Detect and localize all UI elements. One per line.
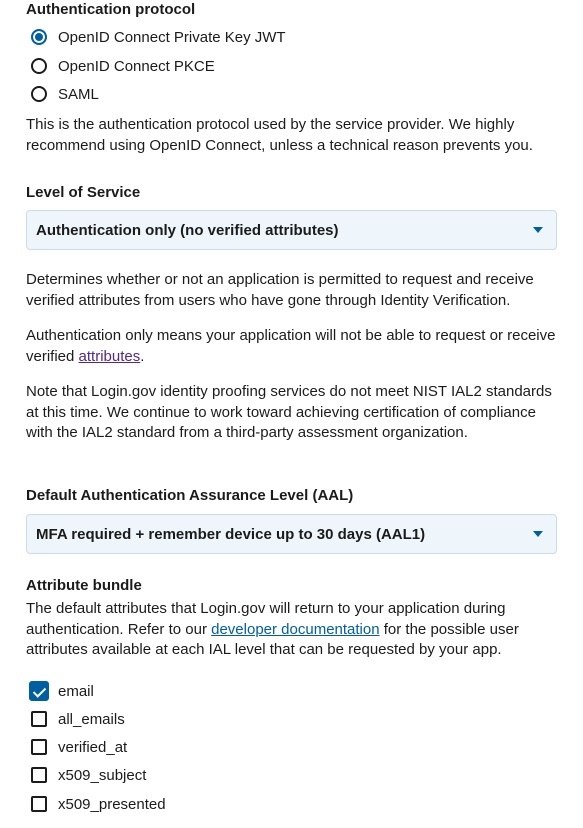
radio-option-private-key-jwt[interactable] bbox=[31, 26, 286, 48]
help-text: The default attributes that Login.gov will return to your application during authentication. Refer to our bbox=[26, 600, 506, 638]
radio-label: SAML bbox=[58, 85, 99, 103]
radio-option-saml[interactable] bbox=[31, 83, 99, 105]
radio-button[interactable] bbox=[31, 86, 47, 102]
checkbox-label: x509_presented bbox=[58, 795, 166, 813]
checkbox[interactable] bbox=[31, 767, 47, 783]
select-value: Authentication only (no verified attributes) bbox=[36, 221, 339, 239]
select-value: MFA required + remember device up to 30 days (AAL1) bbox=[36, 525, 426, 543]
radio-label: OpenID Connect PKCE bbox=[58, 57, 215, 75]
auth-protocol-heading: Authentication protocol bbox=[26, 1, 196, 18]
radio-label: OpenID Connect Private Key JWT bbox=[58, 28, 286, 46]
attribute-bundle-heading: Attribute bundle bbox=[26, 577, 142, 594]
attributes-link[interactable]: attributes bbox=[78, 347, 141, 365]
level-of-service-help: Determines whether or not an application is permitted to request and receive verified attributes from users who have gone through Identity Verification. bbox=[26, 271, 534, 309]
checkbox-all-emails[interactable] bbox=[31, 708, 125, 730]
auth-protocol-help: This is the authentication protocol used by the service provider. We highly recommend using OpenID Connect, unless a technical reason prevents you. bbox=[26, 116, 533, 154]
level-of-service-heading: Level of Service bbox=[26, 184, 141, 201]
checkbox-x509-presented[interactable] bbox=[31, 793, 166, 815]
auth-only-note bbox=[26, 326, 561, 367]
checkbox[interactable] bbox=[31, 711, 47, 727]
ial2-note: Note that Login.gov identity proofing services do not meet NIST IAL2 standards at this time. We continue to work toward achieving certification of compliance with the IAL2 standard from a third-party assessment organization. bbox=[26, 383, 552, 441]
radio-button[interactable] bbox=[31, 29, 47, 45]
note-text: Authentication only means your application will not be able to request or receive verified bbox=[26, 327, 556, 365]
developer-documentation-link[interactable]: developer documentation bbox=[211, 620, 380, 638]
checkbox-label: verified_at bbox=[58, 738, 128, 756]
note-text-end: . bbox=[140, 347, 145, 365]
checkbox-email[interactable] bbox=[31, 680, 94, 702]
caret-down-icon bbox=[533, 227, 543, 233]
aal-heading: Default Authentication Assurance Level (AAL) bbox=[26, 487, 354, 504]
checkbox[interactable] bbox=[31, 796, 47, 812]
level-of-service-select[interactable] bbox=[26, 210, 557, 250]
checkbox[interactable] bbox=[29, 681, 49, 701]
checkbox-label: all_emails bbox=[58, 710, 125, 728]
help-text-end: for the possible user attributes available at each IAL level that can be requested by your app. bbox=[26, 620, 519, 658]
radio-button[interactable] bbox=[31, 58, 47, 74]
attribute-bundle-help bbox=[26, 599, 561, 661]
checkbox[interactable] bbox=[31, 739, 47, 755]
checkbox-label: x509_subject bbox=[58, 766, 147, 784]
checkbox-x509-subject[interactable] bbox=[31, 764, 146, 786]
caret-down-icon bbox=[533, 531, 543, 537]
checkbox-verified-at[interactable] bbox=[31, 736, 127, 758]
checkbox-label: email bbox=[58, 682, 94, 700]
aal-select[interactable] bbox=[26, 514, 557, 554]
radio-option-pkce[interactable] bbox=[31, 55, 215, 77]
